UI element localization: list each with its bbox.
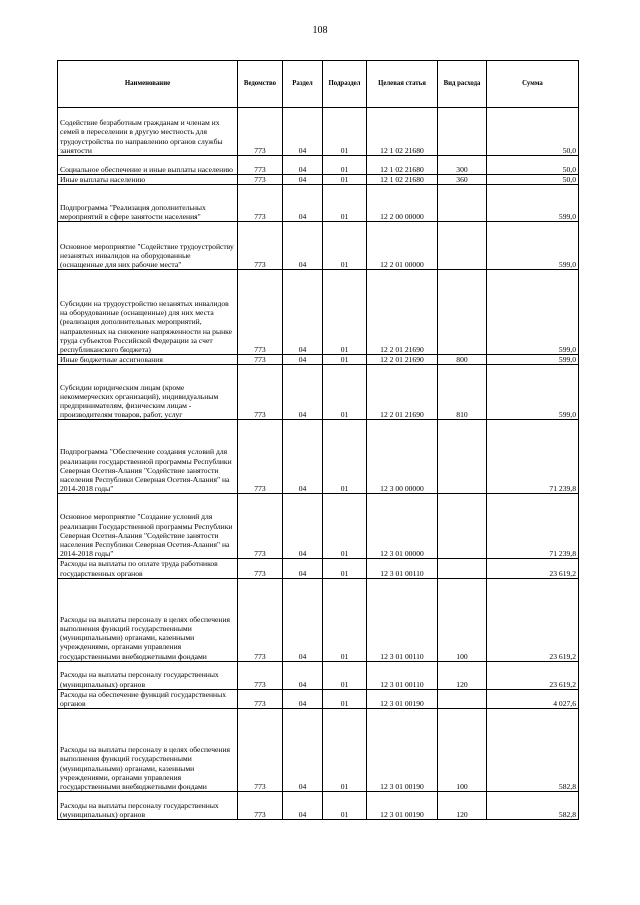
row-type <box>438 420 487 494</box>
row-subsection: 01 <box>323 156 367 175</box>
row-subsection: 01 <box>323 559 367 578</box>
row-target: 12 1 02 21680 <box>367 108 438 156</box>
row-target: 12 3 01 00000 <box>367 494 438 559</box>
row-sum: 582,8 <box>487 709 579 792</box>
row-name: Субсидии на трудоустройство незанятых инвалидов на оборудованные (оснащенные) для них места (реализация дополнительных мероприятий, направленных на снижение напряженности на рынке труда субъектов Российской Федерации за счет республиканского бюджета) <box>58 270 238 355</box>
row-type: 120 <box>438 792 487 820</box>
row-dept: 773 <box>238 689 283 708</box>
row-name: Расходы на обеспечение функций государственных органов <box>58 689 238 708</box>
header-name: Наименование <box>58 61 238 108</box>
table-row <box>58 270 579 355</box>
row-sum: 50,0 <box>487 156 579 175</box>
row-section: 04 <box>283 175 323 185</box>
table-row <box>58 108 579 156</box>
row-target: 12 3 01 00110 <box>367 578 438 661</box>
header-row <box>58 61 579 108</box>
row-section: 04 <box>283 355 323 365</box>
row-name: Подпрограмма "Обеспечение создания условий для реализации государственной программы Республики Северная Осетия-Алания "Содействие занятости населения Республики Северная Осетия-Алания" на 2014-2018 годы" <box>58 420 238 494</box>
table-row <box>58 365 579 420</box>
row-type: 360 <box>438 175 487 185</box>
row-dept: 773 <box>238 270 283 355</box>
row-type: 100 <box>438 578 487 661</box>
row-name: Основное мероприятие "Создание условий для реализации Государственной программы Республики Северная Осетия-Алания "Содействие занятости населения Республики Северная Осетия-Алания" на 2014-2018 годы" <box>58 494 238 559</box>
row-dept: 773 <box>238 494 283 559</box>
row-sum: 71 239,8 <box>487 494 579 559</box>
row-dept: 773 <box>238 420 283 494</box>
row-dept: 773 <box>238 578 283 661</box>
page-number: 108 <box>312 25 328 36</box>
row-dept: 773 <box>238 156 283 175</box>
table-row <box>58 420 579 494</box>
row-type: 800 <box>438 355 487 365</box>
row-sum: 23 619,2 <box>487 661 579 689</box>
row-subsection: 01 <box>323 578 367 661</box>
row-subsection: 01 <box>323 494 367 559</box>
row-name: Расходы на выплаты персоналу в целях обеспечения выполнения функций государственными (муниципальными) органами, казенными учреждениями, органами управления государственными внебюджетными фондами <box>58 709 238 792</box>
row-name: Иные бюджетные ассигнования <box>58 355 238 365</box>
row-target: 12 2 01 21690 <box>367 365 438 420</box>
header-dept: Ведомство <box>238 61 283 108</box>
row-name: Расходы на выплаты персоналу государственных (муниципальных) органов <box>58 661 238 689</box>
row-dept: 773 <box>238 559 283 578</box>
row-name: Социальное обеспечение и иные выплаты населению <box>58 156 238 175</box>
row-sum: 23 619,2 <box>487 578 579 661</box>
row-section: 04 <box>283 494 323 559</box>
row-dept: 773 <box>238 355 283 365</box>
table-row <box>58 494 579 559</box>
budget-table <box>57 60 579 820</box>
table-row <box>58 709 579 792</box>
row-sum: 50,0 <box>487 175 579 185</box>
row-target: 12 3 01 00190 <box>367 689 438 708</box>
row-sum: 599,0 <box>487 355 579 365</box>
table-row <box>58 175 579 185</box>
row-section: 04 <box>283 661 323 689</box>
row-dept: 773 <box>238 175 283 185</box>
row-section: 04 <box>283 108 323 156</box>
row-subsection: 01 <box>323 420 367 494</box>
row-subsection: 01 <box>323 175 367 185</box>
row-sum: 599,0 <box>487 365 579 420</box>
table-row <box>58 222 579 270</box>
row-subsection: 01 <box>323 792 367 820</box>
row-section: 04 <box>283 365 323 420</box>
row-dept: 773 <box>238 185 283 222</box>
table-row <box>58 156 579 175</box>
table-row <box>58 689 579 708</box>
row-subsection: 01 <box>323 222 367 270</box>
row-target: 12 3 00 00000 <box>367 420 438 494</box>
header-type: Вид расхода <box>438 61 487 108</box>
header-sum: Сумма <box>487 61 579 108</box>
table-row <box>58 661 579 689</box>
table-row <box>58 559 579 578</box>
row-name: Подпрограмма "Реализация дополнительных мероприятий в сфере занятости населения" <box>58 185 238 222</box>
row-type: 810 <box>438 365 487 420</box>
row-section: 04 <box>283 156 323 175</box>
row-section: 04 <box>283 270 323 355</box>
row-sum: 50,0 <box>487 108 579 156</box>
row-type <box>438 108 487 156</box>
row-dept: 773 <box>238 709 283 792</box>
row-type <box>438 222 487 270</box>
row-subsection: 01 <box>323 270 367 355</box>
table-row <box>58 792 579 820</box>
row-name: Расходы на выплаты персоналу в целях обеспечения выполнения функций государственными (муниципальными) органами, казенными учреждениями, органами управления государственными внебюджетными фондами <box>58 578 238 661</box>
row-section: 04 <box>283 420 323 494</box>
row-name: Иные выплаты населению <box>58 175 238 185</box>
row-dept: 773 <box>238 792 283 820</box>
row-type <box>438 559 487 578</box>
row-sum: 599,0 <box>487 185 579 222</box>
row-sum: 4 027,6 <box>487 689 579 708</box>
row-section: 04 <box>283 222 323 270</box>
header-section: Раздел <box>283 61 323 108</box>
row-target: 12 2 00 00000 <box>367 185 438 222</box>
row-target: 12 3 01 00190 <box>367 792 438 820</box>
row-type: 120 <box>438 661 487 689</box>
table-row <box>58 185 579 222</box>
row-target: 12 1 02 21680 <box>367 175 438 185</box>
row-target: 12 2 01 21690 <box>367 270 438 355</box>
row-type: 100 <box>438 709 487 792</box>
row-subsection: 01 <box>323 185 367 222</box>
row-section: 04 <box>283 709 323 792</box>
row-type <box>438 494 487 559</box>
row-target: 12 3 01 00190 <box>367 709 438 792</box>
row-sum: 599,0 <box>487 222 579 270</box>
row-type: 300 <box>438 156 487 175</box>
row-subsection: 01 <box>323 108 367 156</box>
row-section: 04 <box>283 792 323 820</box>
row-name: Расходы на выплаты персоналу государственных (муниципальных) органов <box>58 792 238 820</box>
row-section: 04 <box>283 185 323 222</box>
row-target: 12 3 01 00110 <box>367 661 438 689</box>
header-subsection: Подраздел <box>323 61 367 108</box>
row-dept: 773 <box>238 108 283 156</box>
row-name: Основное мероприятие "Содействие трудоустройству незанятых инвалидов на оборудованные (оснащенные для них рабочие места" <box>58 222 238 270</box>
header-target: Целевая статья <box>367 61 438 108</box>
table-row <box>58 578 579 661</box>
row-sum: 71 239,8 <box>487 420 579 494</box>
row-target: 12 2 01 00000 <box>367 222 438 270</box>
row-name: Содействие безработным гражданам и членам их семей в переселении в другую местность для трудоустройства по направлению органов службы занятости <box>58 108 238 156</box>
row-name: Субсидии юридическим лицам (кроме некоммерческих организаций), индивидуальным предпринимателям, физическим лицам - производителям товаров, работ, услуг <box>58 365 238 420</box>
row-target: 12 2 01 21690 <box>367 355 438 365</box>
row-type <box>438 185 487 222</box>
row-type <box>438 689 487 708</box>
row-name: Расходы на выплаты по оплате труда работников государственных органов <box>58 559 238 578</box>
row-dept: 773 <box>238 365 283 420</box>
row-dept: 773 <box>238 661 283 689</box>
row-dept: 773 <box>238 222 283 270</box>
row-target: 12 3 01 00110 <box>367 559 438 578</box>
row-sum: 582,8 <box>487 792 579 820</box>
row-subsection: 01 <box>323 661 367 689</box>
row-section: 04 <box>283 559 323 578</box>
row-subsection: 01 <box>323 709 367 792</box>
row-subsection: 01 <box>323 355 367 365</box>
row-subsection: 01 <box>323 365 367 420</box>
row-sum: 23 619,2 <box>487 559 579 578</box>
row-target: 12 1 02 21680 <box>367 156 438 175</box>
row-sum: 599,0 <box>487 270 579 355</box>
table-row <box>58 355 579 365</box>
row-section: 04 <box>283 578 323 661</box>
row-type <box>438 270 487 355</box>
row-section: 04 <box>283 689 323 708</box>
row-subsection: 01 <box>323 689 367 708</box>
